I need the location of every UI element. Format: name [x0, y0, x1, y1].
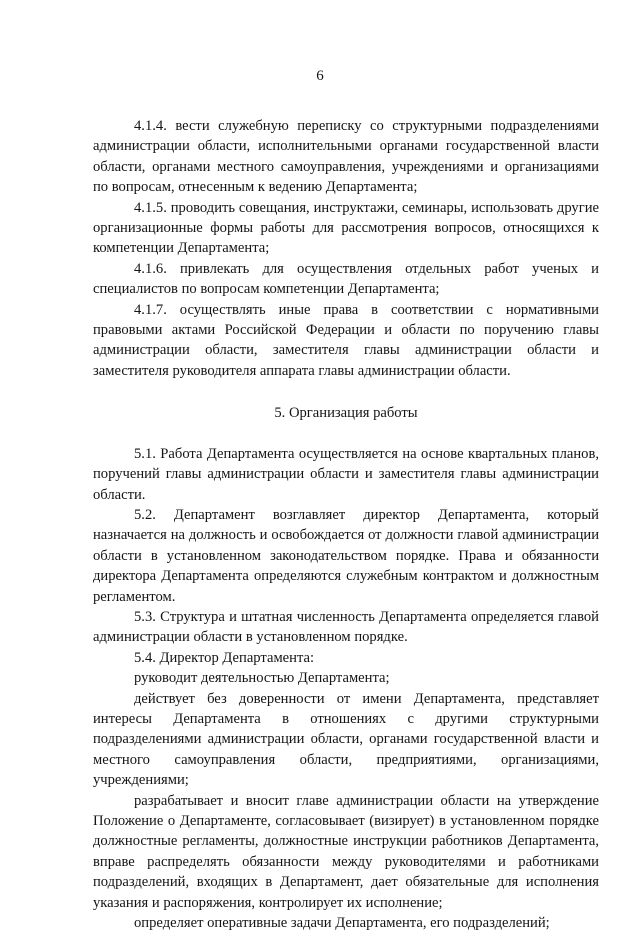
paragraph-director-duty-1: руководит деятельностью Департамента; [134, 670, 390, 687]
paragraph-5-1: 5.1. Работа Департамента осуществляется на основе квартальных планов, поручений главы администрации области и заместителя главы администрации области. [93, 445, 599, 503]
page-number: 6 [316, 68, 324, 84]
paragraph-director-duty-4: определяет оперативные задачи Департамента, его подразделений; [134, 915, 550, 932]
paragraph-4-1-4: 4.1.4. вести служебную переписку со структурными подразделениями администрации области, исполнительными органами государственной власти области, органами местного самоуправления, учреждениями и организациями по вопросам, отнесенным к ведению Департамента; [93, 118, 599, 196]
paragraph-5-2: 5.2. Департамент возглавляет директор Департамента, который назначается на должность и освобождается от должности главой администрации области в установленном законодательством порядке. Права и обязанности директора Департамента определяются служебным контрактом и должностным регламентом. [93, 506, 599, 605]
paragraph-director-duty-2: действует без доверенности от имени Департамента, представляет интересы Департамента в отношениях с другими структурными подразделениями администрации области, органами государственной власти и местного самоуправления области, предприятиями, организациями, учреждениями; [93, 690, 599, 789]
document-body [93, 116, 599, 933]
section-title: 5. Организация работы [274, 405, 418, 422]
paragraph-4-1-6: 4.1.6. привлекать для осуществления отдельных работ ученых и специалистов по вопросам компетенции Департамента; [93, 260, 599, 298]
paragraph-4-1-5: 4.1.5. проводить совещания, инструктажи, семинары, использовать другие организационные формы работы для рассмотрения вопросов, относящихся к компетенции Департамента; [93, 199, 599, 257]
paragraph-5-3: 5.3. Структура и штатная численность Департамента определяется главой администрации области в установленном порядке. [93, 608, 599, 646]
paragraph-4-1-7: 4.1.7. осуществлять иные права в соответствии с нормативными правовыми актами Российской Федерации и области по поручению главы администрации области, заместителя главы администрации области и заместителя руководителя аппарата главы администрации области. [93, 301, 599, 379]
paragraph-director-duty-3: разрабатывает и вносит главе администрации области на утверждение Положение о Департаменте, согласовывает (визирует) в установленном порядке должностные регламенты, должностные инструкции работников Департамента, вправе распределять обязанности между руководителями и работниками подразделений, входящих в Департамент, дает обязательные для исполнения указания и распоряжения, контролирует их исполнение; [93, 792, 599, 911]
paragraph-5-4: 5.4. Директор Департамента: [134, 649, 315, 666]
